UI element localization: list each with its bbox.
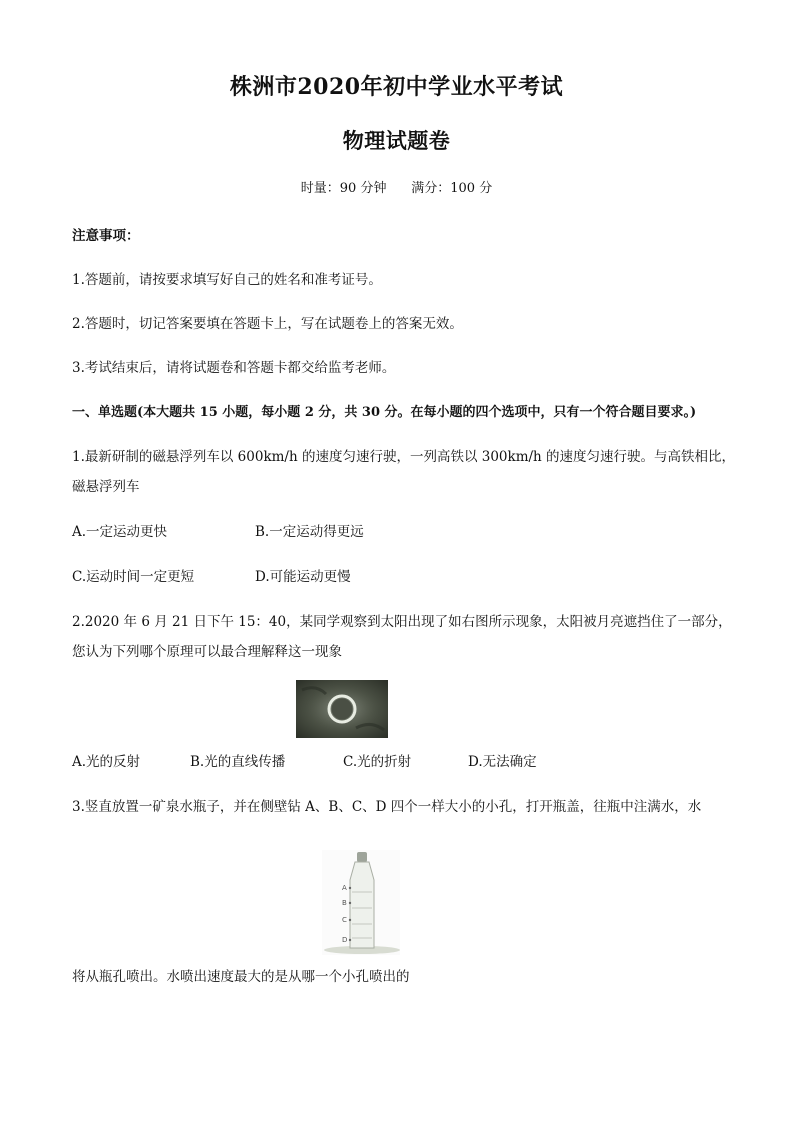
- q2-option-b: B.光的直线传播: [190, 754, 286, 770]
- hole-label-b: B: [342, 899, 347, 907]
- question-2-text-cont: 您认为下列哪个原理可以最合理解释这一现象: [72, 644, 342, 660]
- notice-item: 1.答题前，请按要求填写好自己的姓名和准考证号。: [72, 272, 382, 288]
- notice-item: 2.答题时，切记答案要填在答题卡上，写在试题卷上的答案无效。: [72, 316, 463, 332]
- time-limit: 时量：90 分钟: [300, 181, 387, 196]
- q1-option-a: A.一定运动更快: [72, 524, 168, 540]
- hole-label-c: C: [342, 916, 347, 924]
- q1-option-d: D.可能运动更慢: [255, 569, 351, 585]
- q1-option-c: C.运动时间一定更短: [72, 569, 195, 585]
- question-1-text-cont: 磁悬浮列车: [72, 479, 140, 495]
- full-score: 满分：100 分: [411, 181, 493, 196]
- q2-option-d: D.无法确定: [468, 754, 537, 770]
- q2-option-c: C.光的折射: [343, 754, 412, 770]
- exam-meta: [0, 177, 793, 196]
- hole-label-a: A: [342, 884, 347, 892]
- q2-option-a: A.光的反射: [72, 754, 141, 770]
- question-3-text: 3.竖直放置一矿泉水瓶子，并在侧壁钻 A、B、C、D 四个一样大小的小孔，打开瓶盖，往瓶中注满水，水: [72, 799, 702, 815]
- exam-subtitle: 物理试题卷: [342, 128, 451, 153]
- water-bottle-photo: [322, 850, 400, 955]
- question-1-text: 1.最新研制的磁悬浮列车以 600km/h 的速度匀速行驶，一列高铁以 300km/h 的速度匀速行驶。与高铁相比，: [72, 449, 736, 465]
- question-2-text: 2.2020 年 6 月 21 日下午 15：40，某同学观察到太阳出现了如右图所示现象，太阳被月亮遮挡住了一部分，: [72, 614, 732, 630]
- section-heading: 一、单选题(本大题共 15 小题，每小题 2 分，共 30 分。在每小题的四个选项中，只有一个符合题目要求。): [72, 405, 697, 420]
- hole-label-d: D: [342, 936, 348, 944]
- solar-eclipse-photo: [296, 680, 388, 738]
- q1-option-b: B.一定运动得更远: [255, 524, 364, 540]
- question-3-text-cont: 将从瓶孔喷出。水喷出速度最大的是从哪一个小孔喷出的: [72, 969, 410, 985]
- notice-item: 3.考试结束后，请将试题卷和答题卡都交给监考老师。: [72, 360, 396, 376]
- notice-heading: 注意事项：: [72, 228, 140, 244]
- exam-title: 株洲市2020年初中学业水平考试: [229, 74, 564, 100]
